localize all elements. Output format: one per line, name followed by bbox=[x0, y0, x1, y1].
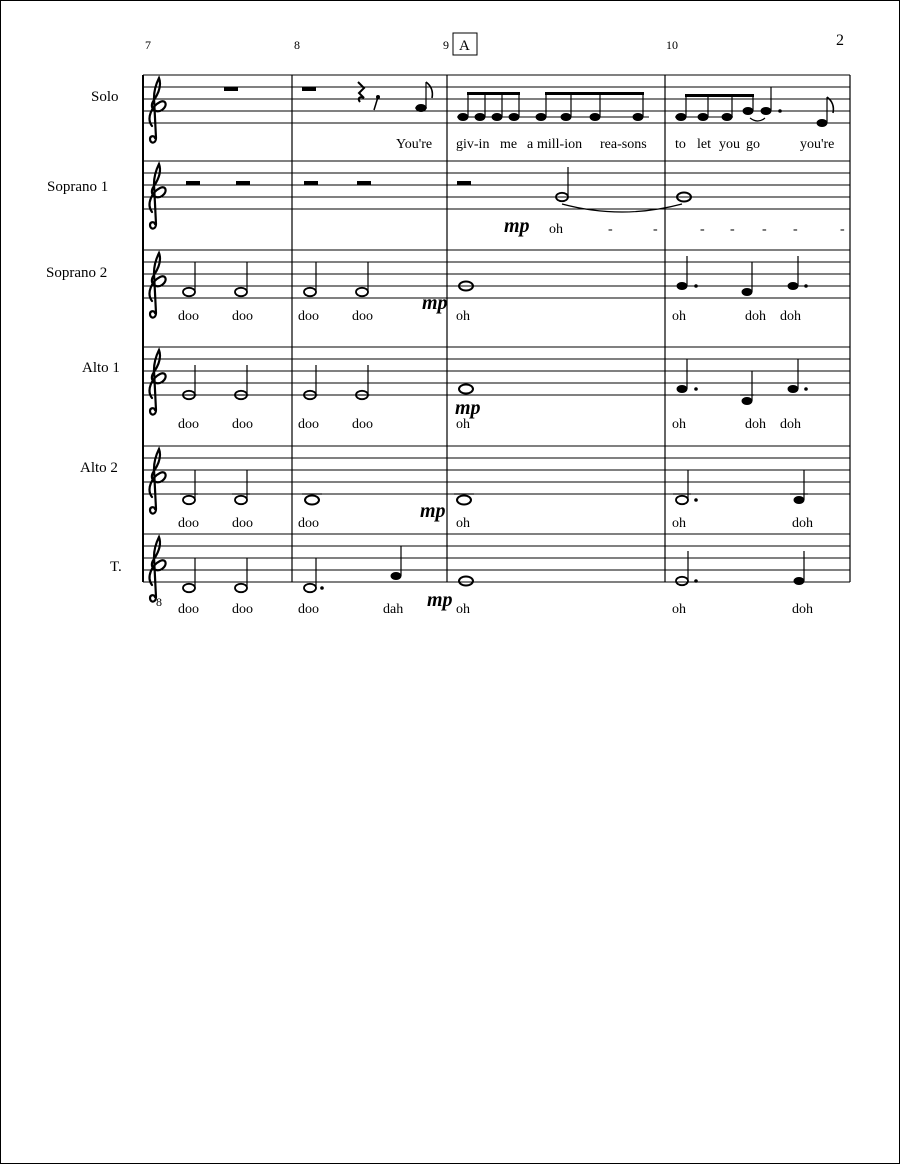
lyric: oh bbox=[672, 602, 686, 617]
lyric: doo bbox=[232, 309, 253, 324]
lyric: doh bbox=[792, 602, 813, 617]
dynamic-mark-mp: mp bbox=[420, 500, 446, 522]
measure-number-9: 9 bbox=[443, 38, 449, 52]
lyric: doh bbox=[745, 417, 766, 432]
lyric: oh bbox=[456, 602, 470, 617]
instrument-name-solo: Solo bbox=[91, 89, 119, 105]
lyric: dah bbox=[383, 602, 404, 617]
lyric: doo bbox=[178, 417, 199, 432]
lyric: - bbox=[730, 222, 735, 237]
lyric: doh bbox=[792, 516, 813, 531]
lyric: doo bbox=[178, 602, 199, 617]
octave-eight-marker: 8 bbox=[156, 595, 162, 609]
lyric: oh bbox=[672, 309, 686, 324]
dynamic-mark-mp: mp bbox=[455, 397, 481, 419]
lyric: oh bbox=[672, 417, 686, 432]
lyric: doo bbox=[232, 417, 253, 432]
lyric: - bbox=[793, 222, 798, 237]
dynamic-mark-mp: mp bbox=[504, 215, 530, 237]
lyric: - bbox=[653, 222, 658, 237]
lyric: doo bbox=[232, 516, 253, 531]
lyric: oh bbox=[549, 222, 563, 237]
lyric: doo bbox=[178, 516, 199, 531]
lyric: doh bbox=[780, 417, 801, 432]
lyric: oh bbox=[456, 417, 470, 432]
dynamic-mark-mp: mp bbox=[422, 292, 448, 314]
lyric: doo bbox=[352, 417, 373, 432]
lyric: - bbox=[700, 222, 705, 237]
instrument-name-tenor: T. bbox=[110, 559, 122, 575]
lyric: go bbox=[746, 137, 760, 152]
lyric: me bbox=[500, 137, 518, 152]
dynamic-mark-mp: mp bbox=[427, 589, 453, 611]
lyric: doo bbox=[298, 602, 319, 617]
lyric: giv-in bbox=[456, 137, 490, 152]
lyric: oh bbox=[672, 516, 686, 531]
lyric: - bbox=[762, 222, 767, 237]
instrument-name-alto-2: Alto 2 bbox=[80, 460, 118, 476]
lyric: you bbox=[719, 137, 740, 152]
lyric: rea-sons bbox=[600, 137, 647, 152]
instrument-name-soprano-1: Soprano 1 bbox=[47, 179, 109, 195]
lyric: doh bbox=[780, 309, 801, 324]
instrument-name-soprano-2: Soprano 2 bbox=[46, 265, 108, 281]
lyric: You're bbox=[396, 137, 433, 152]
lyric: mill-ion bbox=[537, 137, 583, 152]
lyric: doo bbox=[352, 309, 373, 324]
lyric: a bbox=[527, 137, 534, 152]
lyric: - bbox=[608, 222, 613, 237]
measure-number-8: 8 bbox=[294, 38, 300, 52]
lyric: doh bbox=[745, 309, 766, 324]
lyric: doo bbox=[298, 417, 319, 432]
lyric: to bbox=[675, 137, 686, 152]
measure-number-7: 7 bbox=[145, 38, 151, 52]
lyric: oh bbox=[456, 309, 470, 324]
lyric: doo bbox=[232, 602, 253, 617]
lyric: let bbox=[697, 137, 711, 152]
lyric: doo bbox=[178, 309, 199, 324]
rehearsal-mark: A bbox=[459, 38, 470, 54]
measure-number-10: 10 bbox=[666, 38, 678, 52]
instrument-name-alto-1: Alto 1 bbox=[82, 360, 120, 376]
lyric: you're bbox=[800, 137, 835, 152]
lyric: doo bbox=[298, 309, 319, 324]
lyric: - bbox=[840, 222, 845, 237]
lyric: oh bbox=[456, 516, 470, 531]
lyric: doo bbox=[298, 516, 319, 531]
page-number: 2 bbox=[836, 32, 844, 49]
